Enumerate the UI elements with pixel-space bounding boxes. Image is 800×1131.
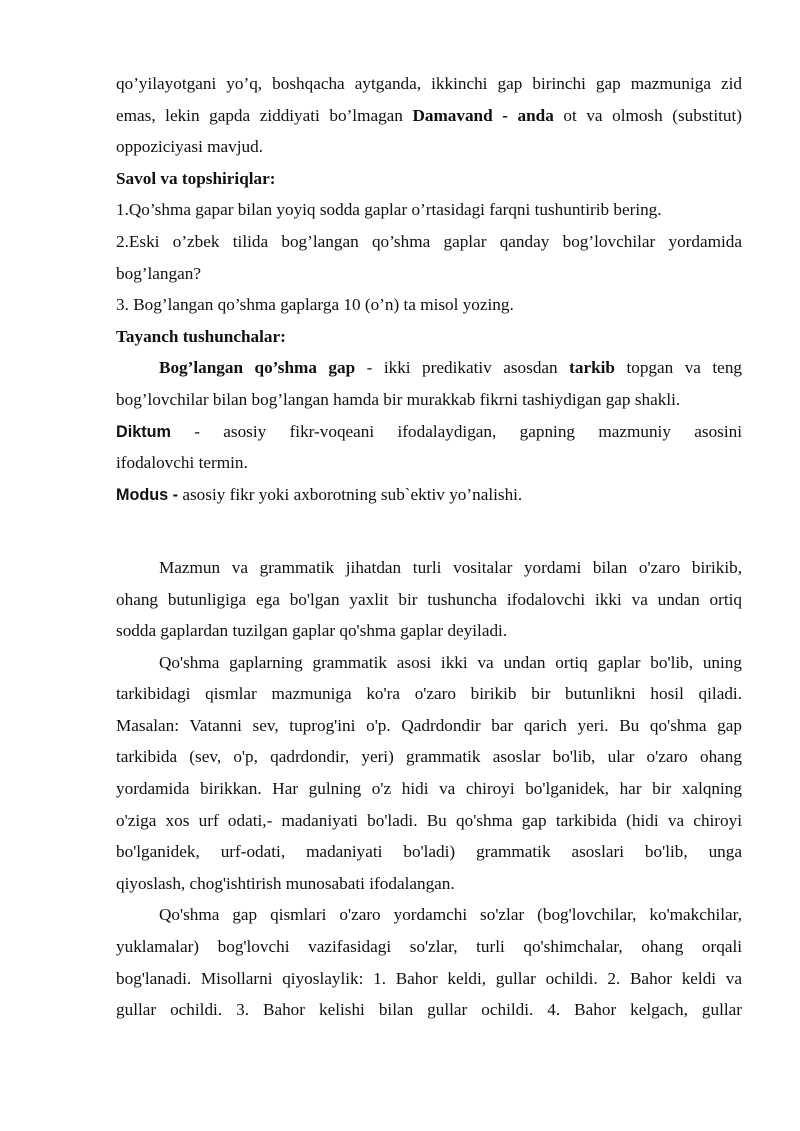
body-line: qiyoslash, chog'ishtirish munosabati ifodalangan. xyxy=(116,873,455,893)
text-line xyxy=(116,100,742,132)
body-line: bog'lanadi. Misollarni qiyoslaylik: 1. Bahor keldi, gullar ochildi. 2. Bahor keldi va xyxy=(116,968,742,988)
concept-term: Modus - xyxy=(116,485,179,504)
question-item: 2.Eski o’zbek tilida bog’langan qo’shma gaplar qanday bog’lovchilar yordamida xyxy=(116,231,742,251)
body-line: bo'lganidek, urf-odati, madaniyati bo'ladi) grammatik asoslari bo'lib, unga xyxy=(116,842,742,862)
concepts-heading: Tayanch tushunchalar: xyxy=(116,326,286,346)
text-line: oppoziciyasi mavjud. xyxy=(116,137,264,157)
body-line: Masalan: Vatanni sev, tuprog'ini o'p. Qadrdondir bar qarich yeri. Bu qo'shma gap xyxy=(116,715,742,735)
text-span: - ikki predikativ asosdan xyxy=(355,358,570,378)
text-span: emas, lekin gapda ziddiyati bo’lmagan xyxy=(116,105,413,125)
body-line: yordamida birikkan. Har gulning o'z hidi va chiroyi bo'lganidek, har bir xalqning xyxy=(116,779,742,799)
body-line: gullar ochildi. 3. Bahor kelishi bilan gullar ochildi. 4. Bahor kelgach, gullar xyxy=(116,1000,742,1020)
text-span: - asosiy fikr-voqeani ifodalaydigan, gapning mazmuniy asosini xyxy=(170,421,742,441)
concept-line xyxy=(116,416,742,448)
body-line: yuklamalar) bog'lovchi vazifasidagi so'zlar, turli qo'shimchalar, ohang orqali xyxy=(116,937,742,957)
spacer xyxy=(116,510,742,542)
body-line: tarkibida (sev, o'p, qadrdondir, yeri) grammatik asoslar bo'lib, ular o'zaro ohang xyxy=(116,747,742,767)
spacer xyxy=(116,542,742,552)
question-item: 3. Bog’langan qo’shma gaplarga 10 (o’n) ta misol yozing. xyxy=(116,295,514,315)
questions-heading: Savol va topshiriqlar: xyxy=(116,168,276,188)
question-item-continued: bog’langan? xyxy=(116,263,201,283)
body-line: o'ziga xos urf odati,- madaniyati bo'ladi. Bu qo'shma gap tarkibida (hidi va chiroyi xyxy=(116,810,742,830)
bold-term: tarkib xyxy=(569,358,615,378)
concept-term: Bog’langan qo’shma gap xyxy=(159,358,356,378)
concept-line xyxy=(116,352,742,384)
bold-term: Damavand - anda xyxy=(412,105,554,125)
body-line: Mazmun va grammatik jihatdan turli vositalar yordami bilan o'zaro birikib, xyxy=(159,557,742,577)
text-span: asosiy fikr yoki axborotning sub`ektiv yo’nalishi. xyxy=(178,484,523,504)
concept-line: bog’lovchilar bilan bog’langan hamda bir murakkab fikrni tashiydigan gap shakli. xyxy=(116,389,681,409)
concept-line xyxy=(116,479,742,511)
concept-line: ifodalovchi termin. xyxy=(116,453,248,473)
body-line: ohang butunligiga ega bo'lgan yaxlit bir tushuncha ifodalovchi ikki va undan ortiq xyxy=(116,589,742,609)
concept-term: Diktum xyxy=(116,422,171,441)
text-span: ot va olmosh (substitut) xyxy=(553,105,742,125)
body-line: Qo'shma gap qismlari o'zaro yordamchi so'zlar (bog'lovchilar, ko'makchilar, xyxy=(159,905,742,925)
body-line: sodda gaplardan tuzilgan gaplar qo'shma gaplar deyiladi. xyxy=(116,621,508,641)
text-span: topgan va teng xyxy=(614,358,742,378)
body-line: Qo'shma gaplarning grammatik asosi ikki va undan ortiq gaplar bo'lib, uning xyxy=(159,652,742,672)
text-line: qo’yilayotgani yo’q, boshqacha aytganda, ikkinchi gap birinchi gap mazmuniga zid xyxy=(116,74,742,93)
question-item: 1.Qo’shma gapar bilan yoyiq sodda gaplar o’rtasidagi farqni tushuntirib bering. xyxy=(116,200,662,220)
body-line: tarkibidagi qismlar mazmuniga ko'ra o'zaro birikib bir butunlikni hosil qiladi. xyxy=(116,684,742,704)
